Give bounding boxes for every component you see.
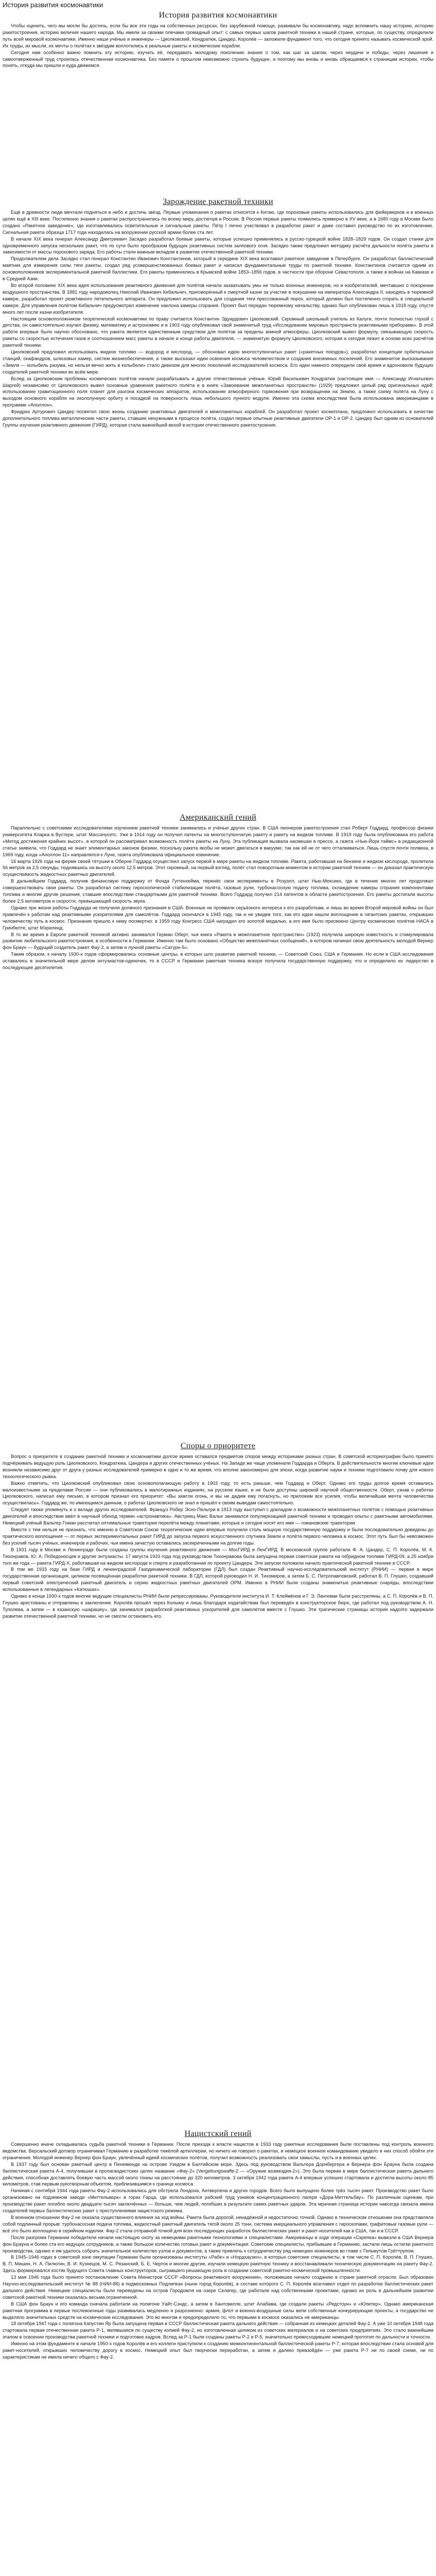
paragraph: Ещё в древности люди мечтали подняться в небо и достичь звёзд. Первые упоминания о ракетах относятся к Китаю, где пороховые ракеты использовались для фейерверков и в военных целях ещё в XIII веке. Постепенно знания о ракетах распространились по всему миру, достигнув и России. В России первые ракеты появились примерно в XV веке, а в 1680 году в Москве было создано «Ракетное заведение», где изготавливались осветительные и сигнальные ракеты. Пётр I лично участвовал в разработке ракет и даже составил руководство по их изготовлению. Сигнальная ракета образца 1717 года находилась на вооружении русской армии более ста лет. — [3, 210, 433, 235]
paragraph: Однако в конце 1930-х годов многие ведущие специалисты РНИИ были репрессированы. Руководители института И. Т. Клеймёнов и Г. Э. Лангемак были расстреляны, а С. П. Королёв и В. П. Глушко арестованы и отправлены в заключение. Королёв прошёл через Колыму и лишь благодаря ходатайствам был переведён в конструкторское бюро, где работал под руководством А. Н. Туполева, а затем — в казанскую «шарашку», где занимался разработкой реактивных ускорителей для самолётов вместе с Глушко. Эти трагические страницы истории надолго задержали развитие отечественной ракетной техники, но не смогли остановить его. — [3, 1594, 433, 1619]
section-heading: Американский гений — [179, 813, 257, 822]
paragraph: В США фон Браун и его команда сначала работали на полигоне Уайт-Сэндс, а затем в Хантсвилле, штат Алабама, где создали ракеты «Редстоун» и «Юпитер». Однако американская ракетная программа в первые послевоенные годы развивалась медленно и разрозненно: армия, флот и военно-воздушные силы вели собственные конкурирующие проекты, а государство не выделяло значительных средств на космические исследования. Это во многом и предопределило то, что первыми в космосе оказались не американцы. — [3, 2301, 433, 2320]
paragraph: В начале XIX века генерал Александр Дмитриевич Засядко разработал боевые ракеты, которые успешно применялись в русско-турецкой войне 1828–1829 годов. Он создал станки для одновременного запуска нескольких ракет, что по сути было прообразом будущих реактивных систем залпового огня. Засядко также предложил методику расчёта дальности полёта ракеты в зависимости от массы порохового заряда. Его работы стали важным вкладом в развитие отечественной ракетной техники. — [3, 236, 433, 255]
section-history — [3, 9, 433, 195]
section-american — [3, 811, 433, 1439]
paragraph: Циолковский предложил использовать жидкое топливо — водород и кислород, — обосновал идею многоступенчатых ракет («ракетных поездов»), разработал концепции орбитальных станций, скафандров, шлюзовых камер, систем жизнеобеспечения, а также высказал идеи освоения космоса человечеством и создания внеземных поселений. Его знаменитое высказывание «Земля — колыбель разума, но нельзя вечно жить в колыбели» стало девизом для многих поколений исследователей космоса. Его идеи намного опередили своё время и вдохновили будущих создателей ракетной техники во всём мире. — [3, 349, 433, 375]
section-nazi — [3, 2127, 433, 2576]
section-heading: Нацистский гений — [184, 2129, 252, 2138]
paragraph: 13 мая 1946 года было принято постановление Совета Министров СССР «Вопросы реактивного вооружения», положившее начало созданию в стране ракетной отрасли. Был образован Научно-исследовательский институт № 88 (НИИ-88) в подмосковных Подлипках (ныне город Королёв), в составе которого С. П. Королёв возглавил отдел по разработке баллистических ракет дальнего действия. Немецкие специалисты были переведены на остров Городомля на озере Селигер, где работали над собственными проектами, однако их роль в дальнейшем развитии советской ракетной техники оказалась весьма ограниченной. — [3, 2275, 433, 2300]
paragraph: 16 марта 1926 года на ферме своей тётушки в Оберне Годдард осуществил запуск первой в мире ракеты на жидком топливе. Ракета, работавшая на бензине и жидком кислороде, пролетела 56 метров за 2,5 секунды, поднявшись на высоту около 12,5 метров. Этот скромный, на первый взгляд, полёт стал поворотным моментом в истории ракетной техники — он доказал практическую осуществимость жидкостных ракетных двигателей. — [3, 858, 433, 877]
section-origins — [3, 195, 433, 811]
paragraph: Вслед за Циолковским проблемы космических полётов начали разрабатывать и другие отечественные учёные. Юрий Васильевич Кондратюк (настоящее имя — Александр Игнатьевич Шаргей) независимо от Циолковского вывел основные уравнения ракетного полёта и в книге «Завоевание межпланетных пространств» (1929) предложил целый ряд оригинальных идей: использование гравитационного поля планет для разгона космических аппаратов, использование атмосферного торможения при возвращении на Землю, а также схему полёта на Луну с выходом основного корабля на окололунную орбиту и посадкой на поверхность лишь небольшого лунного модуля. Именно эта схема впоследствии была использована американцами в программе «Аполлон». — [3, 376, 433, 408]
paragraph: В 1937 году был основан ракетный центр в Пенемюнде на острове Узедом в Балтийском море. Здесь под руководством Вальтера Дорнбергера и Вернера фон Брауна была создана баллистическая ракета А-4, получившая в пропагандистских целях название «Фау-2» (Vergeltungswaffe-2 — «Оружие возмездия-2»). Это была первая в мире баллистическая ракета дальнего действия, способная доставлять боевую часть массой около тонны на расстояние до 320 километров. 3 октября 1942 года ракета А-4 впервые успешно стартовала и достигла высоты около 85 километров, став первым рукотворным объектом, приблизившимся к границе космоса. — [3, 2161, 433, 2187]
document-title: История развития космонавтики — [3, 1, 103, 9]
paragraph: Следует также упомянуть и о вкладе других исследователей. Француз Робер Эсно-Пельтри в 1913 году выступил с докладом о возможности межпланетных полётов с помощью реактивных двигателей и впоследствии ввёл в научный обиход термин «астронавтика». Австриец Макс Валье занимался популяризацией ракетной техники и проводил опыты с ракетными автомобилями. Немецкий учёный Вальтер Гоман рассчитал оптимальные траектории перелёта между планетами, которые и сегодня носят его имя — гомановские траектории. — [3, 1507, 433, 1526]
section-priority — [3, 1439, 433, 2127]
paragraph: В дальнейшем Годдард, получив финансовую поддержку от Фонда Гуггенхейма, перенёс свои эксперименты в Розуэлл, штат Нью-Мексико, где в течение многих лет продолжал совершенствовать свои ракеты. Он разработал систему гироскопической стабилизации полёта, газовые рули, турбонасосную подачу топлива, охлаждение камеры сгорания компонентами топлива и многие другие решения, ставшие впоследствии стандартными для ракетной техники. Всего Годдард получил 214 патентов в области ракетостроения. Его ракеты достигали высоты более 2,5 километров и скорости, превышающей скорость звука. — [3, 878, 433, 904]
paragraph: 18 октября 1947 года с полигона Капустин Яр была запущена первая в СССР баллистическая ракета дальнего действия — собранная из немецких деталей Фау-2. А уже 10 октября 1948 года стартовала первая отечественная ракета Р-1, являвшаяся по существу копией Фау-2, но изготовленная целиком из советских материалов и на советских предприятиях. Это стало важнейшим этапом в освоении производства ракетной техники и подготовке кадров. Вслед за Р-1 были созданы ракеты Р-2 и Р-5, значительно превосходившие немецкий прототип по дальности и точности. — [3, 2321, 433, 2340]
paragraph: Продолжателем дела Засядко стал генерал Константин Иванович Константинов, который в середине XIX века возглавил ракетное заведение в Петербурге. Он разработал баллистический маятник для измерения силы тяги ракеты, создал ряд усовершенствованных боевых ракет и написал фундаментальные труды по ракетной технике. Константинов считается одним из основоположников экспериментальной ракетной баллистики. Его ракеты применялись в Крымской войне 1853–1856 годов, в частности при обороне Севастополя, а также в войнах на Кавказе и в Средней Азии. — [3, 256, 433, 282]
paragraph: Во второй половине XIX века идея использования реактивного движения для полётов начала захватывать умы не только военных инженеров, но и изобретателей, мечтавших о покорении воздушного пространства. В 1881 году народоволец Николай Иванович Кибальчич, приговорённый к смертной казни за участие в покушении на императора Александра II, находясь в тюремной камере, разработал проект реактивного летательного аппарата. Он предложил использовать для создания тяги прессованный порох, который должен был постепенно сгорать в специальной камере. Для управления полётом Кибальчич предусмотрел изменение наклона камеры сгорания. Проект был передан тюремному начальству, однако был опубликован лишь в 1918 году, спустя много лет после казни изобретателя. — [3, 282, 433, 315]
paragraph: В военном отношении Фау-2 не оказала существенного влияния на ход войны. Ракета была дорогой, ненадёжной и недостаточно точной. Однако в техническом отношении она представляла собой подлинный прорыв: турбонасосная подача топлива, жидкостный ракетный двигатель тягой около 25 тонн, система инерциального управления с гироскопами, графитовые газовые рули — всё это было воплощено в серийном изделии. Фау-2 стала отправной точкой для всех последующих разработок баллистических ракет и ракет-носителей как в США, так и в СССР. — [3, 2214, 433, 2233]
section-heading: Зарождение ракетной техники — [163, 197, 273, 206]
paragraph: После разгрома Германии победители начали настоящую охоту за немецкими ракетными технологиями и специалистами. Американцы в ходе операции «Скрепка» вывезли в США Вернера фон Брауна и более ста его ведущих сотрудников, а также большое количество готовых ракет и документации. Советские специалисты, прибывшие в Германию, застали лишь остатки ракетного производства, однако и им удалось собрать значительное количество узлов и документов, а также привлечь к сотрудничеству ряд немецких инженеров во главе с Гельмутом Грёттрупом. — [3, 2234, 433, 2253]
paragraph: Совершенно иначе складывалась судьба ракетной техники в Германии. После прихода к власти нацистов в 1933 году ракетные исследования были поставлены под контроль военного ведомства. Версальский договор ограничивал Германию в разработке тяжёлой артиллерии, но ничего не говорил о ракетах, и немецкое военное командование увидело в них способ обойти эти ограничения. Молодой инженер Вернер фон Браун, увлечённый идеей космических полётов, получил возможность реализовать свои замыслы, пусть и в военных целях. — [3, 2142, 433, 2160]
paragraph: В 1945–1946 годах в советской зоне оккупации Германии были организованы институты «Рабе» и «Нордхаузен», в которых советские специалисты, в том числе С. П. Королёв, В. П. Глушко, В. П. Мишин, Н. А. Пилюгин, В. И. Кузнецов, М. С. Рязанский, Б. Е. Черток и многие другие, изучали немецкую ракетную технику и восстанавливали техническую документацию на ракету Фау-2. Здесь формировался костяк будущего Совета главных конструкторов, сыгравшего решающую роль в создании советской ракетно-космической промышленности. — [3, 2255, 433, 2274]
paragraph: Таким образом, к началу 1930-х годов сформировались основные центры, в которых шло развитие ракетной техники, — Советский Союз, США и Германия. Но если в США исследования оставались в значительной мере делом энтузиастов-одиночек, то в СССР и Германии ракетная техника вскоре получила государственную поддержку, что и определило их лидерство в последующие десятилетия. — [3, 952, 433, 971]
paragraph: Чтобы оценить, чего мы могли бы достичь, если бы все эти годы на собственных ресурсах, без зарубежной помощи, развивали бы космонавтику, надо вспомнить нашу историю, историю ракетостроения, историю величия нашего народа. Мы имели за своими плечами громадный опыт: с самых первых шагов ракетной техники в нашей стране, которые, по существу, определили путь всей мировой космонавтики. Именно наши учёные и инженеры — Циолковский, Кондратюк, Цандер, Королёв — заложили фундамент того, что сегодня принято называть космической эрой. Их труды, их мысли, их мечты о полётах к звёздам воплотились в реальные ракеты и космические корабли. — [3, 23, 433, 48]
paragraph: Важно отметить, что Циолковский опубликовал свою основополагающую работу в 1903 году, то есть раньше, чем Годдард и Оберт. Однако его труды долгое время оставались малоизвестными за пределами России — они публиковались в малотиражных изданиях, на русском языке, и не были доступны широкой научной общественности. Оберт, узнав о работах Циолковского, написал ему письмо, в котором признал его приоритет: «Вы зажгли огонь, и мы не дадим ему погаснуть, но приложим все усилия, чтобы величайшая мечта человечества осуществилась». Годдард же, по имеющимся данным, о работах Циолковского не знал и пришёл к своим выводам самостоятельно. — [3, 1480, 433, 1506]
paragraph: Вопрос о приоритете в создании ракетной техники и космонавтики долгое время оставался предметом споров между историками разных стран. В советской историографии было принято подчёркивать ведущую роль Циолковского, Кондратюка, Цандера и других отечественных учёных. На Западе же чаще упоминали Годдарда и Оберта. В действительности многие ключевые идеи возникли независимо друг от друга у разных исследователей примерно в одно и то же время, что вполне закономерно для эпохи, когда развитие науки и техники подготовило почву для нового технологического рывка. — [3, 1454, 433, 1479]
paragraph: Параллельно с советскими исследователями изучением ракетной техники занимались и учёные других стран. В США пионером ракетостроения стал Роберт Годдард, профессор физики университета Кларка в Вустере, штат Массачусетс. Уже в 1914 году он получил патенты на многоступенчатую ракету и ракету на жидком топливе. В 1919 году была опубликована его работа «Метод достижения крайних высот», в которой он рассматривал возможность полёта ракеты на Луну. Эта публикация вызвала насмешки в прессе, а газета «Нью-Йорк таймс» в редакционной статье заявила, что Годдард не знает элементарных законов физики, поскольку ракета якобы не может двигаться в вакууме, так как ей не от чего отталкиваться. Лишь спустя почти полвека, в 1969 году, когда «Аполлон-11» направлялся к Луне, газета опубликовала официальное извинение. — [3, 825, 433, 857]
paragraph: Однако при жизни работы Годдарда не получили должного признания в США. Военные не проявили серьёзного интереса к его разработкам, и лишь во время Второй мировой войны он был привлечён к работам над реактивными ускорителями для самолётов. Годдард скончался в 1945 году, так и не увидев того, как его идеи нашли воплощение в гигантских ракетах, открывших человечеству путь в космос. Признание пришло к нему посмертно: в 1959 году Конгресс США наградил его золотой медалью, а его имя было присвоено Центру космических полётов НАСА в Гринбелте, штат Мэриленд. — [3, 905, 433, 930]
paragraph: Настоящим основоположником теоретической космонавтики по праву считается Константин Эдуардович Циолковский. Скромный школьный учитель из Калуги, почти полностью глухой с детства, он самостоятельно изучил физику, математику и астрономию и в 1903 году опубликовал свой знаменитый труд «Исследование мировых пространств реактивными приборами». В этой работе впервые было научно обосновано, что ракета является единственным средством для полётов за пределы земной атмосферы. Циолковский вывел формулу, связывающую скорость ракеты со скоростью истечения газов и соотношением масс ракеты в начале и конце работы двигателя, — знаменитую формулу Циолковского, которая и сегодня лежит в основе всех расчётов ракетной техники. — [3, 316, 433, 348]
paragraph: В то же время в Европе ракетной техникой активно занимался Герман Оберт, чья книга «Ракета в межпланетное пространство» (1923) получила широкую известность и стимулировала развитие любительского ракетостроения, в особенности в Германии. Именно там было основано «Общество межпланетных сообщений», в котором начинал свою деятельность молодой Вернер фон Браун — будущий создатель ракет Фау-2, а затем и лунной ракеты «Сатурн-5». — [3, 931, 433, 951]
paragraph: В том же 1933 году на базе ГИРД и ленинградской Газодинамической лаборатории (ГДЛ) был создан Реактивный научно-исследовательский институт (РНИИ) — первая в мире государственная организация, целиком посвящённая разработке ракетной техники. В ГДЛ, которой руководил Н. И. Тихомиров, а затем Б. С. Петропавловский, работал В. П. Глушко, создавший первый советский электрический ракетный двигатель и серию жидкостных ракетных двигателей ОРМ. Именно в РНИИ были созданы знаменитые реактивные снаряды, впоследствии использованные в легендарных «Катюшах». — [3, 1567, 433, 1592]
paragraph: Сегодня нам особенно важно помнить эту историю, изучать её, передавать молодому поколению знания о том, как шаг за шагом, через неудачи и победы, через лишения и самоотверженный труд строилась отечественная космонавтика. Без памяти о прошлом невозможно строить будущее, и поэтому мы вновь и вновь обращаемся к страницам истории, чтобы понять, откуда мы пришли и куда движемся. — [3, 49, 433, 69]
section-heading: История развития космонавтики — [159, 11, 277, 20]
paragraph: Вместе с тем нельзя не признать, что именно в Советском Союзе теоретические идеи впервые получили столь мощную государственную поддержку и были последовательно доведены до практического воплощения — от первых экспериментальных ракет ГИРД до запуска первого искусственного спутника Земли и полёта первого человека в космос. Этот путь был бы невозможен без усилий тысяч учёных, инженеров и рабочих, чьи имена зачастую оставались засекреченными на долгие годы. — [3, 1527, 433, 1546]
paragraph: Именно на этом фундаменте в начале 1950-х годов Королёв и его коллеги приступили к созданию межконтинентальной баллистической ракеты Р-7, которая впоследствии стала основой для ракет-носителей, открывших человечеству дорогу в космос. Немецкий опыт был творчески переработан, а затем и далеко превзойдён — уже ракета Р-7 ни по своей схеме, ни по характеристикам не имела ничего общего с Фау-2. — [3, 2341, 433, 2360]
paragraph: В 1931 году в Москве и Ленинграде были созданы группы изучения реактивного движения — МосГИРД и ЛенГИРД. В московской группе работали Ф. А. Цандер, С. П. Королёв, М. К. Тихонравов, Ю. А. Победоносцев и другие энтузиасты. 17 августа 1933 года под руководством Тихонравова была запущена первая советская ракета на гибридном топливе ГИРД-09, а 25 ноября того же года — ракета ГИРД-Х, работавшая на жидком кислороде и спирте и разработанная по проекту Цандера. Эти запуски положили начало практической ракетной технике в СССР. — [3, 1547, 433, 1566]
paragraph: Начиная с сентября 1944 года ракеты Фау-2 использовались для обстрела Лондона, Антверпена и других городов. Всего было выпущено более трёх тысяч ракет. Производство ракет было организовано на подземном заводе «Миттельверк» в горах Гарца, где использовался рабский труд узников концентрационного лагеря «Дора-Миттельбау». По различным оценкам, при производстве ракет погибло около двадцати тысяч заключённых — больше, чем людей, погибших в результате самих ракетных ударов. Эта мрачная страница истории навсегда связала имена создателей первых баллистических ракет с преступлениями нацистского режима. — [3, 2188, 433, 2214]
section-heading: Споры о приоритете — [180, 1442, 256, 1450]
paragraph: Фридрих Артурович Цандер посвятил свою жизнь созданию реактивных двигателей и межпланетных кораблей. Он разработал проект космоплана, предложил использовать в качестве дополнительного топлива металлические части ракеты, ставшие ненужными в процессе полёта, создал первые опытные реактивные двигатели ОР-1 и ОР-2. Цандер был одним из основателей Группы изучения реактивного движения (ГИРД), которая стала важнейшей вехой в истории отечественного ракетостроения. — [3, 409, 433, 428]
